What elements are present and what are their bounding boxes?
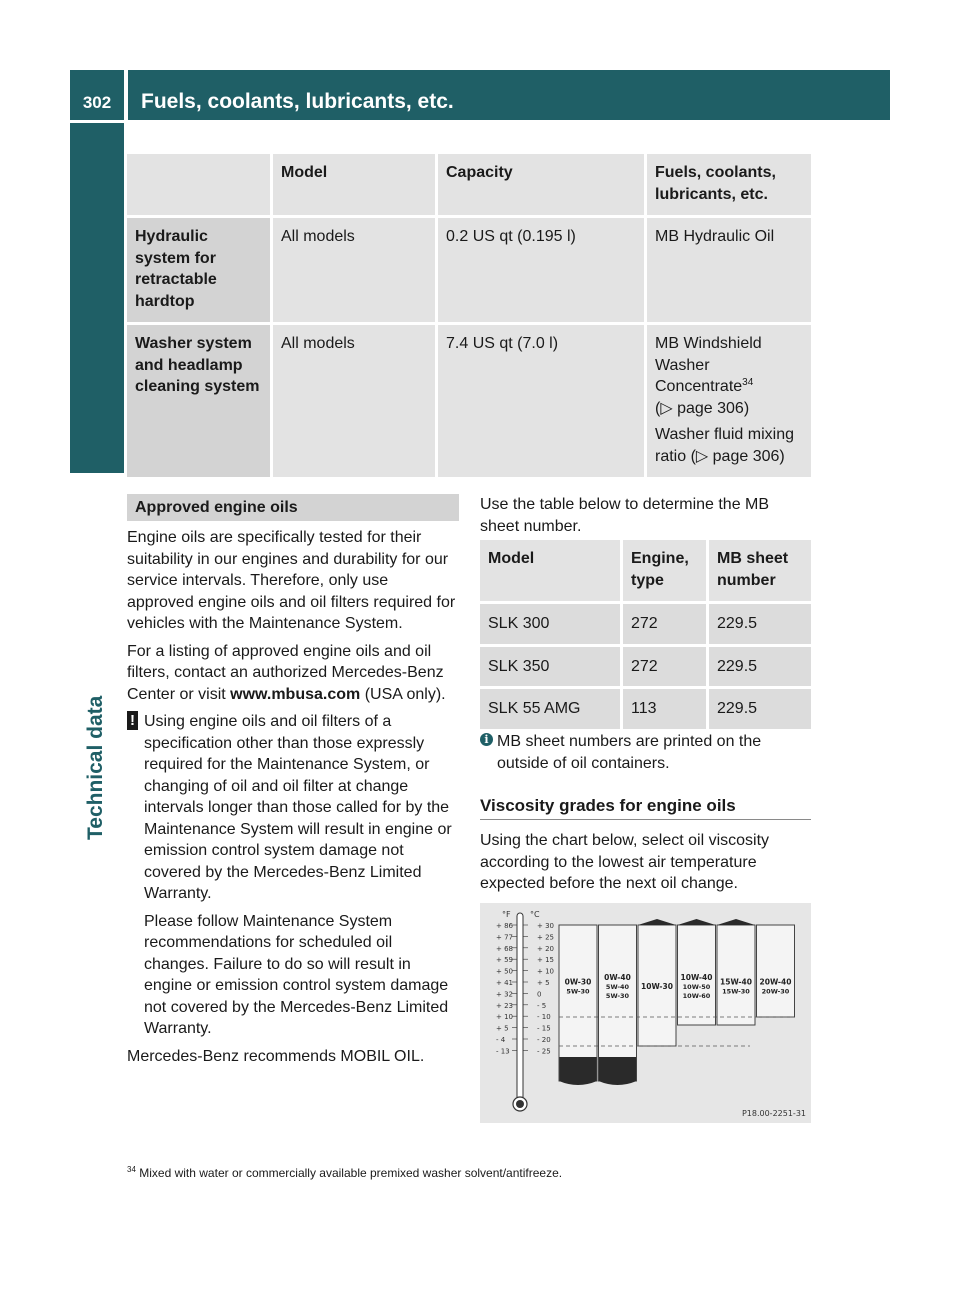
viscosity-grade-label: 15W-40 — [720, 977, 752, 987]
cell: SLK 300 — [480, 604, 620, 647]
viscosity-grade-label: 10W-30 — [641, 982, 673, 991]
row-fluid: MB Hydraulic Oil — [644, 218, 811, 325]
footnote — [127, 1166, 827, 1180]
cell: SLK 55 AMG — [480, 689, 620, 732]
viscosity-chart — [480, 903, 811, 1123]
temp-tick-c: - 5 — [537, 1001, 547, 1010]
viscosity-grade-label: 20W-30 — [761, 987, 790, 996]
table-header-row — [127, 154, 811, 218]
table-row — [480, 689, 811, 732]
row-model: All models — [270, 325, 435, 480]
row-component: Hydraulic system for retractable hardtop — [127, 218, 270, 325]
warning-icon: ! — [127, 711, 138, 730]
header-cell: Model — [480, 540, 620, 604]
temp-tick-f: + 68 — [496, 944, 513, 953]
temp-tick-f: + 10 — [496, 1013, 513, 1022]
viscosity-grade-label: 0W-30 — [564, 977, 592, 987]
header-cell — [127, 154, 270, 218]
header-cell: MB sheet number — [706, 540, 811, 604]
cell: 229.5 — [706, 647, 811, 690]
viscosity-text: Using the chart below, select oil viscosity according to the lowest air temperature expected before the next oil change. — [480, 832, 770, 892]
row-component: Washer system and headlamp cleaning system — [127, 325, 270, 480]
warning-block — [127, 711, 459, 1040]
viscosity-grade-label: 5W-30 — [566, 987, 590, 996]
cell: 272 — [620, 647, 706, 690]
temp-tick-c: - 25 — [537, 1047, 551, 1056]
section-heading: Approved engine oils — [127, 494, 459, 521]
side-tab-block — [70, 123, 124, 473]
temp-tick-c: - 10 — [537, 1013, 551, 1022]
temp-tick-c: + 10 — [537, 967, 554, 976]
info-icon: i — [480, 733, 493, 746]
info-text: MB sheet numbers are printed on the outside of oil containers. — [497, 733, 762, 772]
cell: 272 — [620, 604, 706, 647]
row-fluid — [644, 325, 811, 480]
temp-tick-f: - 4 — [496, 1036, 506, 1044]
row-capacity: 0.2 US qt (0.195 l) — [435, 218, 644, 325]
fluid-name: MB Windshield Washer Concentrate — [655, 335, 762, 395]
footnote-ref: 34 — [742, 377, 754, 388]
viscosity-grade-label: 5W-40 — [605, 983, 630, 991]
temp-tick-c: + 30 — [537, 922, 554, 930]
header-cell: Engine, type — [620, 540, 706, 604]
temp-tick-f: + 77 — [496, 933, 513, 942]
temp-tick-f: + 32 — [496, 990, 513, 999]
temp-tick-f: + 23 — [496, 1001, 513, 1010]
table-row — [480, 604, 811, 647]
viscosity-grade-label: 10W-50 — [682, 983, 711, 991]
header-cell: Model — [270, 154, 435, 218]
page-reference-link[interactable]: (▷ page 306) — [655, 399, 750, 417]
mbusa-link[interactable]: www.mbusa.com — [230, 685, 361, 703]
paragraph-text: (USA only). — [360, 685, 446, 703]
unit-c-label: °C — [530, 910, 540, 919]
viscosity-bar-low-band — [599, 1057, 636, 1081]
temp-tick-c: + 5 — [537, 979, 550, 987]
viscosity-grade-label: 20W-40 — [759, 977, 792, 987]
header-cell: Fuels, coolants, lubricants, etc. — [644, 154, 811, 218]
fluids-capacity-table — [127, 154, 811, 480]
row-capacity: 7.4 US qt (7.0 l) — [435, 325, 644, 480]
viscosity-chart-svg — [480, 903, 811, 1123]
temp-tick-f: + 50 — [496, 967, 513, 976]
footnote-number: 34 — [127, 1165, 136, 1174]
viscosity-grade-label: 0W-40 — [604, 973, 631, 982]
temp-tick-f: + 5 — [496, 1024, 509, 1033]
cell: 229.5 — [706, 689, 811, 732]
temp-tick-f: + 59 — [496, 956, 513, 965]
mb-sheet-table — [480, 540, 811, 732]
viscosity-grade-label: 10W-60 — [682, 992, 711, 1000]
table-row — [127, 325, 811, 480]
cell: 229.5 — [706, 604, 811, 647]
viscosity-bar-top — [638, 919, 676, 925]
info-note — [480, 731, 812, 774]
footnote-text: Mixed with water or commercially available premixed washer solvent/antifreeze. — [139, 1166, 563, 1180]
temp-tick-c: - 20 — [537, 1036, 551, 1044]
thermometer-bulb-fill — [516, 1100, 524, 1108]
mb-sheet-intro: Use the table below to determine the MB sheet number. — [480, 496, 770, 535]
viscosity-grade-label: 15W-30 — [722, 987, 750, 996]
temp-tick-f: + 86 — [496, 922, 513, 930]
viscosity-bar-end — [559, 1081, 597, 1085]
viscosity-grade-label: 5W-30 — [605, 992, 630, 1000]
temp-tick-c: + 20 — [537, 944, 554, 953]
temp-tick-c: + 25 — [537, 933, 554, 942]
viscosity-bar — [757, 925, 795, 1017]
temp-tick-f: - 13 — [496, 1047, 510, 1056]
viscosity-heading: Viscosity grades for engine oils — [480, 796, 811, 820]
figure-code: P18.00-2251-31 — [741, 1109, 806, 1118]
table-row — [480, 647, 811, 690]
table-row — [127, 218, 811, 325]
row-model: All models — [270, 218, 435, 325]
temp-tick-c: 0 — [537, 990, 542, 999]
section-label: Technical data — [84, 695, 107, 840]
approved-oils-section — [127, 494, 459, 1073]
temp-tick-c: - 15 — [537, 1024, 551, 1033]
mixing-ratio-text: Washer fluid mixing ratio (▷ page 306) — [655, 426, 795, 465]
page-title: Fuels, coolants, lubricants, etc. — [128, 70, 890, 120]
side-tab-label — [84, 660, 114, 840]
temp-tick-f: + 41 — [496, 979, 513, 987]
thermometer-tube — [517, 913, 523, 1101]
viscosity-bar-top — [717, 919, 755, 925]
paragraph — [127, 641, 459, 706]
paragraph-text: For a listing of approved engine oils and oil filters, contact an authorized Mercedes-Benz Center or visit — [127, 642, 444, 703]
paragraph: Mercedes-Benz recommends MOBIL OIL. — [127, 1047, 425, 1065]
warning-text: Using engine oils and oil filters of a specification other than those expressly required for the Maintenance System, or changing of oil and oil filter at change intervals longer than those called for by the Maintenance System will result in engine or emission control system damage not covered by the Mercedes-Benz Limited Warranty. — [144, 713, 452, 902]
header-cell: Capacity — [435, 154, 644, 218]
cell: SLK 350 — [480, 647, 620, 690]
page-number: 302 — [70, 70, 124, 120]
table-header-row — [480, 540, 811, 604]
viscosity-bar-top — [678, 919, 716, 925]
temp-tick-c: + 15 — [537, 956, 554, 965]
cell: 113 — [620, 689, 706, 732]
viscosity-bar-end — [599, 1081, 637, 1085]
viscosity-bar-low-band — [560, 1057, 597, 1081]
viscosity-grade-label: 10W-40 — [680, 973, 713, 982]
viscosity-bar — [717, 925, 755, 1025]
unit-f-label: °F — [502, 910, 511, 919]
paragraph: Engine oils are specifically tested for their suitability in our engines and durability for our service intervals. Therefore, only use approved engine oils and oil filters required for vehicles with the Maintenance System. — [127, 529, 456, 632]
warning-text: Please follow Maintenance System recommendations for scheduled oil changes. Failure to do so will result in engine or emission control system damage not covered by the Mercedes-Benz Limited Warranty. — [144, 912, 449, 1037]
